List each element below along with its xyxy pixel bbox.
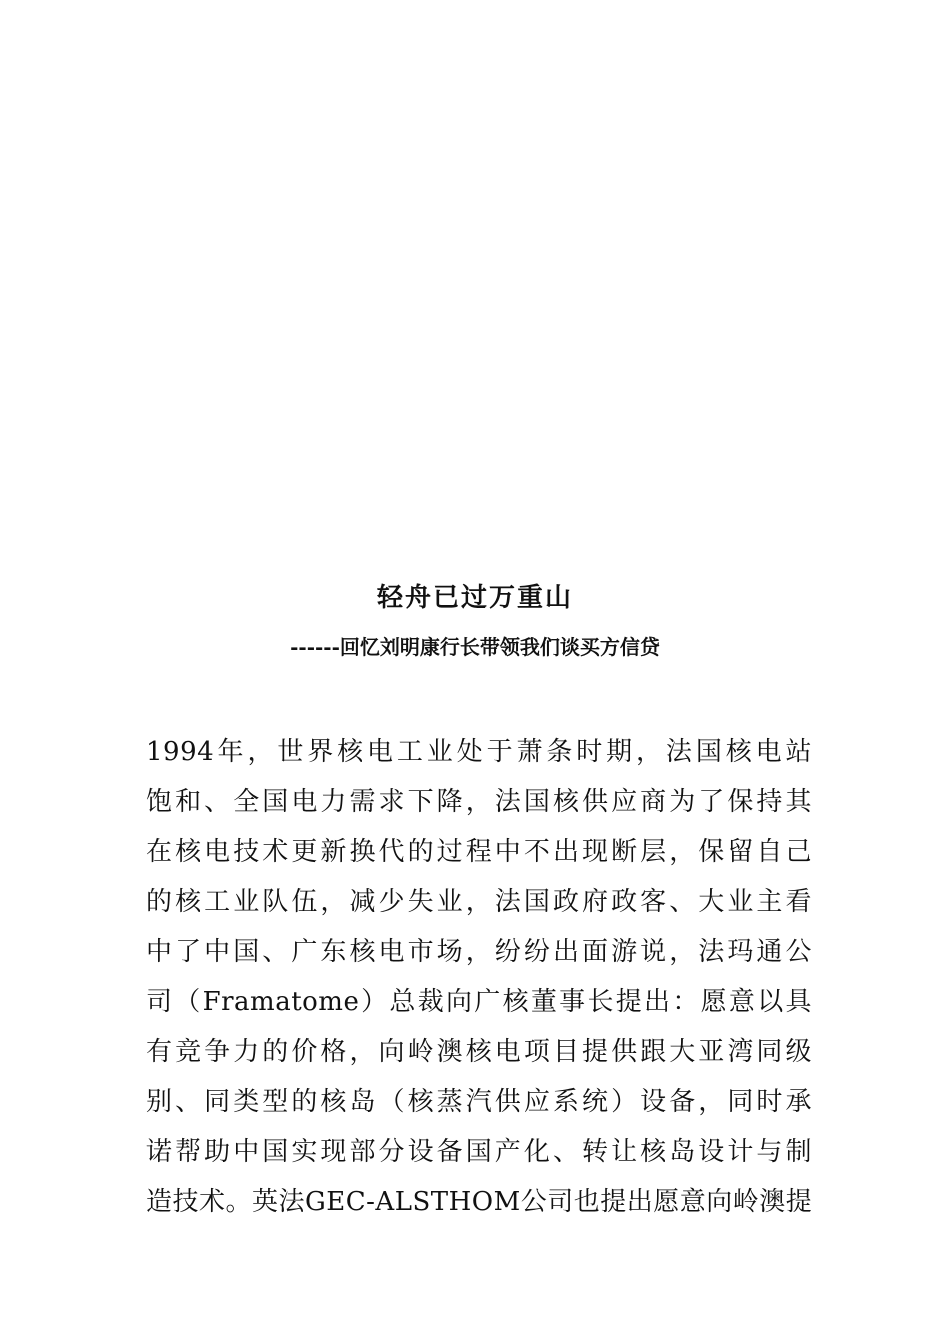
paragraph-line: 有竞争力的价格，向岭澳核电项目提供跟大亚湾同级 <box>146 1037 812 1067</box>
paragraph-line: 的核工业队伍，减少失业，法国政府政客、大业主看 <box>146 887 812 917</box>
paragraph-line: 饱和、全国电力需求下降，法国核供应商为了保持其 <box>146 787 812 817</box>
paragraph-line: 造技术。英法GEC-ALSTHOM公司也提出愿意向岭澳提 <box>146 1187 813 1217</box>
paragraph-line: 别、同类型的核岛（核蒸汽供应系统）设备，同时承 <box>146 1087 812 1117</box>
paragraph-line: 诺帮助中国实现部分设备国产化、转让核岛设计与制 <box>146 1137 812 1167</box>
paragraph-line: 1994年，世界核电工业处于萧条时期，法国核电站 <box>146 737 812 767</box>
document-subtitle: ------回忆刘明康行长带领我们谈买方信贷 <box>290 635 660 659</box>
paragraph-line: 司（Framatome）总裁向广核董事长提出：愿意以具 <box>146 987 812 1017</box>
paragraph-line: 在核电技术更新换代的过程中不出现断层，保留自己 <box>146 837 812 867</box>
body-paragraph <box>146 727 812 1227</box>
paragraph-line: 中了中国、广东核电市场，纷纷出面游说，法玛通公 <box>146 937 812 967</box>
document-title: 轻舟已过万重山 <box>376 583 573 613</box>
